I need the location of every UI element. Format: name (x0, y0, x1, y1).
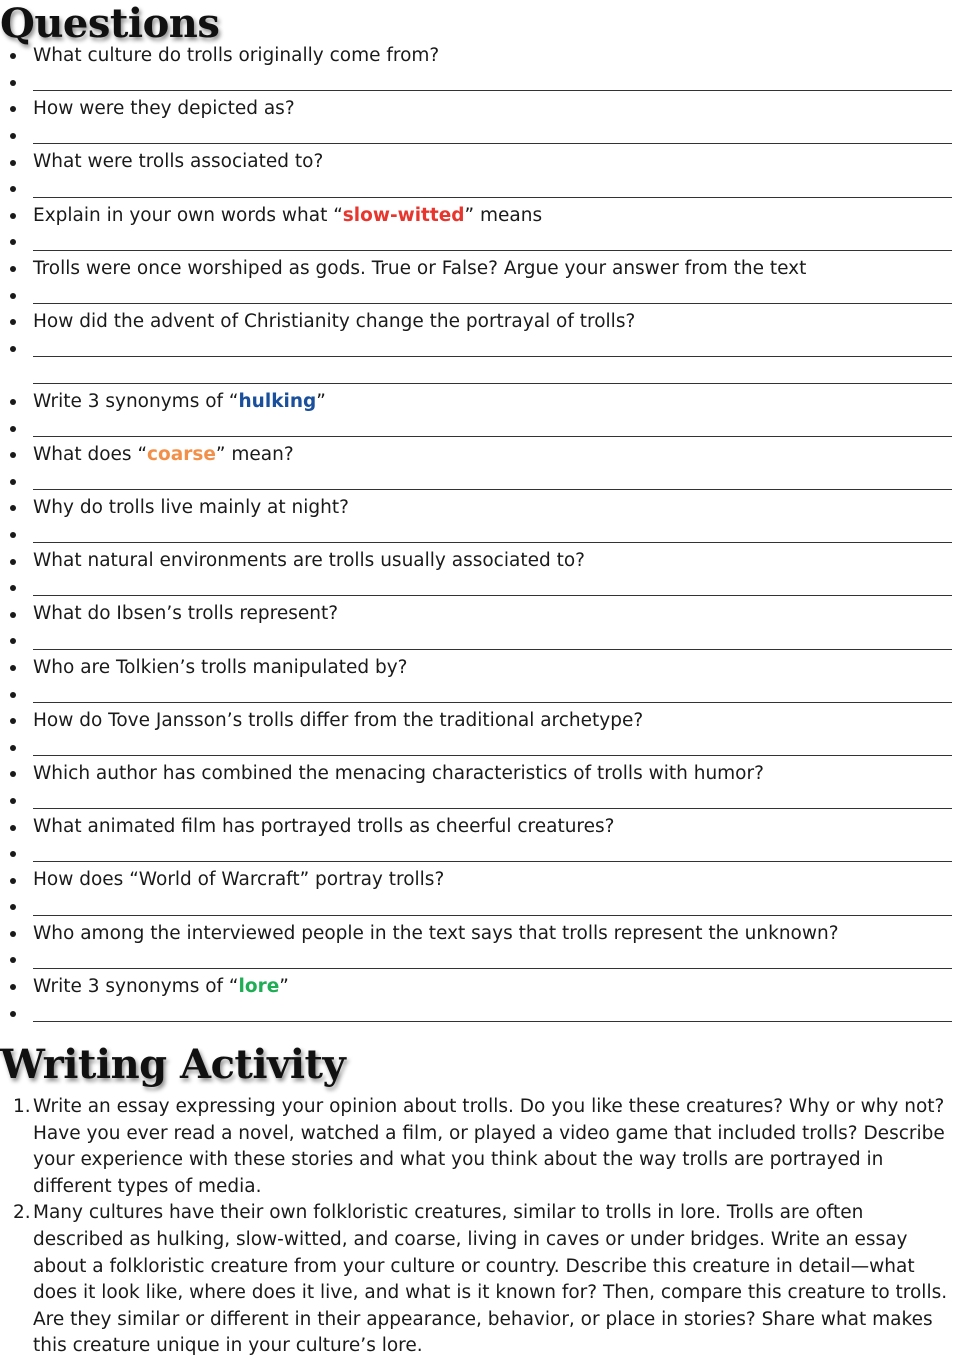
question-text: What culture do trolls originally come from? (33, 45, 440, 66)
answer-underline (33, 915, 952, 916)
answer-line[interactable] (0, 841, 960, 868)
writing-activity-heading: Writing Activity (0, 1041, 346, 1088)
question-item (0, 149, 960, 176)
question-text-end: ” mean? (215, 443, 294, 465)
answer-underline (33, 649, 952, 650)
answer-line[interactable] (0, 415, 960, 442)
bullet-icon (10, 293, 16, 299)
writing-prompt-text: Write an essay expressing your opinion about trolls. Do you like these creatures? Why or why not? Have you ever read a novel, watched a film, or played a video game that included trolls? Describe your experience with these stories and what you think about the way trolls are portrayed in different types of media. (33, 1096, 945, 1197)
question-text: How does “World of Warcraft” portray trolls? (33, 869, 445, 891)
bullet-icon (10, 346, 16, 352)
answer-line[interactable] (0, 123, 960, 150)
answer-underline (33, 702, 952, 703)
answer-underline (33, 303, 952, 304)
question-item (0, 708, 960, 735)
vocabulary-word: coarse (147, 443, 216, 465)
question-text: What do Ibsen’s trolls represent? (33, 603, 339, 625)
question-text: Who are Tolkien’s trolls manipulated by? (33, 656, 408, 678)
question-text-end: ” means (464, 204, 543, 226)
answer-underline (33, 250, 952, 251)
answer-line[interactable] (0, 469, 960, 496)
answer-line[interactable] (0, 336, 960, 363)
question-text: What were trolls associated to? (33, 151, 324, 173)
item-number: 1. (13, 1096, 31, 1117)
bullet-icon (10, 638, 16, 644)
answer-line[interactable] (0, 176, 960, 203)
bullet-icon (10, 904, 16, 910)
bullet-icon (10, 665, 16, 671)
question-text: Which author has combined the menacing characteristics of trolls with humor? (33, 763, 764, 785)
question-text: What natural environments are trolls usually associated to? (33, 550, 585, 572)
answer-underline (33, 595, 952, 596)
question-item (0, 867, 960, 894)
bullet-icon (10, 452, 16, 458)
answer-line[interactable] (0, 681, 960, 708)
answer-underline (33, 968, 952, 969)
writing-prompt-text: Many cultures have their own folkloristic creatures, similar to trolls in lore. Trolls are often described as hulking, slow-witted, and coarse, living in caves or under bridges. Write an essay about a folkloristic creature from your culture or country. Describe this creature in detail—what does it look like, where does it live, and what is it known for? Then, compare this creature to trolls. Are they similar or different in their appearance, behavior, or place in stories? Share what makes this creature unique in your culture’s lore. (33, 1202, 948, 1357)
bullet-icon (10, 505, 16, 511)
question-text: Who among the interviewed people in the text says that trolls represent the unknown? (33, 922, 839, 944)
answer-line[interactable] (0, 575, 960, 602)
bullet-icon (10, 266, 16, 272)
bullet-icon (10, 426, 16, 432)
question-item (0, 974, 960, 1001)
question-item (0, 655, 960, 682)
bullet-icon (10, 80, 16, 86)
answer-line[interactable] (0, 70, 960, 97)
bullet-icon (10, 479, 16, 485)
question-text: How do Tove Jansson’s trolls differ from the traditional archetype? (33, 709, 644, 731)
bullet-icon (10, 186, 16, 192)
question-text: What animated film has portrayed trolls as cheerful creatures? (33, 816, 615, 838)
answer-underline (33, 383, 952, 384)
questions-list (0, 43, 960, 1027)
vocabulary-word: slow-witted (342, 204, 465, 226)
question-item (0, 256, 960, 283)
question-item (0, 921, 960, 948)
answer-underline (33, 808, 952, 809)
answer-line[interactable] (0, 1000, 960, 1027)
answer-underline (33, 143, 952, 144)
bullet-icon (10, 559, 16, 565)
question-text: How were they depicted as? (33, 98, 295, 120)
bullet-icon (10, 532, 16, 538)
bullet-icon (10, 239, 16, 245)
answer-line[interactable] (0, 894, 960, 921)
question-text: Trolls were once worshiped as gods. True or False? Argue your answer from the text (33, 257, 807, 279)
bullet-icon (10, 718, 16, 724)
answer-underline (33, 356, 952, 357)
bullet-icon (10, 931, 16, 937)
bullet-icon (10, 213, 16, 219)
question-text: Explain in your own words what “ (33, 204, 343, 226)
answer-line[interactable] (0, 229, 960, 256)
question-item (0, 761, 960, 788)
question-text-end: ” (316, 390, 326, 412)
question-text: Write 3 synonyms of “ (33, 975, 239, 997)
bullet-icon (10, 319, 16, 325)
question-item (0, 309, 960, 336)
answer-line[interactable] (0, 788, 960, 815)
vocabulary-word: hulking (238, 390, 317, 412)
bullet-icon (10, 825, 16, 831)
answer-underline (33, 542, 952, 543)
questions-heading: Questions (0, 0, 220, 47)
answer-line[interactable] (0, 522, 960, 549)
bullet-icon (10, 957, 16, 963)
question-item (0, 389, 960, 416)
bullet-icon (10, 771, 16, 777)
bullet-icon (10, 160, 16, 166)
answer-line[interactable] (0, 282, 960, 309)
writing-prompt-item (0, 1094, 958, 1200)
question-text: Why do trolls live mainly at night? (33, 497, 349, 519)
answer-underline (33, 197, 952, 198)
question-item (0, 495, 960, 522)
bullet-icon (10, 851, 16, 857)
answer-underline (33, 1021, 952, 1022)
question-item (0, 548, 960, 575)
question-item (0, 96, 960, 123)
bullet-icon (10, 798, 16, 804)
question-item (0, 601, 960, 628)
question-item (0, 814, 960, 841)
bullet-icon (10, 878, 16, 884)
answer-underline (33, 755, 952, 756)
answer-line[interactable] (0, 734, 960, 761)
bullet-icon (10, 106, 16, 112)
question-text-end: ” (279, 975, 289, 997)
answer-line[interactable] (0, 628, 960, 655)
answer-underline (33, 436, 952, 437)
bullet-icon (10, 984, 16, 990)
item-number: 2. (13, 1202, 31, 1224)
question-item (0, 43, 960, 70)
question-text: Write 3 synonyms of “ (33, 390, 239, 412)
bullet-icon (10, 585, 16, 591)
question-text: What does “ (33, 443, 148, 465)
bullet-icon (10, 612, 16, 618)
bullet-icon (10, 399, 16, 405)
question-item (0, 442, 960, 469)
bullet-icon (10, 692, 16, 698)
answer-underline (33, 861, 952, 862)
answer-underline (33, 489, 952, 490)
writing-activity-list (0, 1094, 958, 1360)
answer-underline (33, 90, 952, 91)
bullet-icon (10, 133, 16, 139)
bullet-icon (10, 53, 16, 59)
vocabulary-word: lore (238, 975, 280, 997)
answer-line[interactable] (0, 362, 960, 389)
question-text: How did the advent of Christianity change the portrayal of trolls? (33, 310, 636, 332)
writing-prompt-item (0, 1200, 958, 1360)
question-item (0, 203, 960, 230)
bullet-icon (10, 745, 16, 751)
answer-line[interactable] (0, 947, 960, 974)
bullet-icon (10, 1011, 16, 1017)
